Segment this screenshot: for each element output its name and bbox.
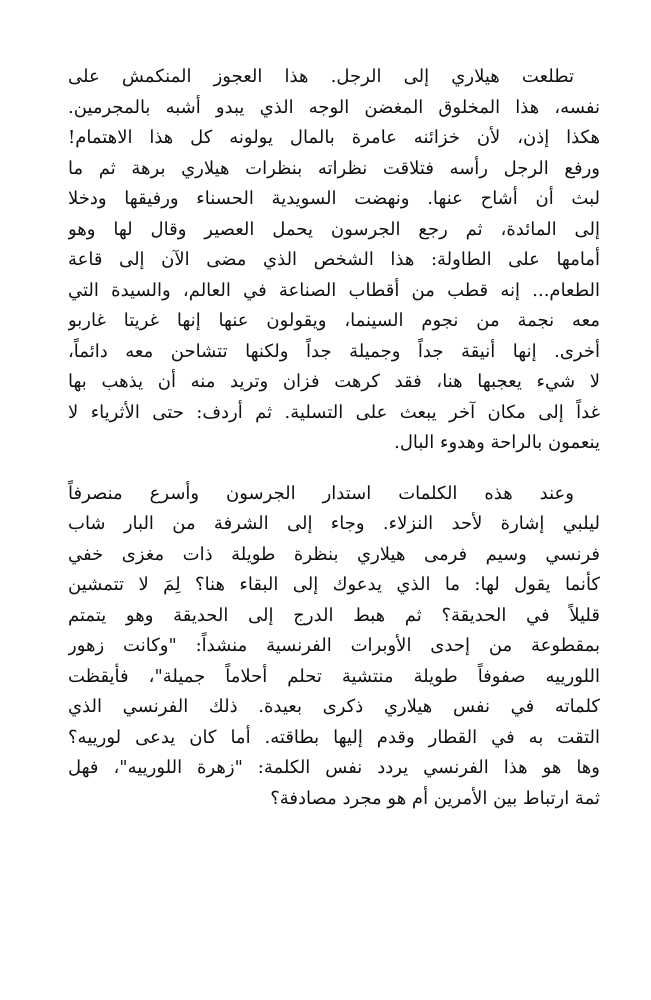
text-line: فرنسي وسيم فرمى هيلاري بنظرة طويلة ذات مغزى خفي xyxy=(68,543,600,565)
text-line: التقت به في القطار وقدم إليها بطاقته. أما كان يدعى لورييه؟ xyxy=(68,726,600,748)
text-line: ورفع الرجل رأسه فتلاقت نظراته بنظرات هيلاري برهة ثم ما xyxy=(68,157,600,179)
text-line: لا شيء يعجبها هنا، فقد كرهت فزان وتريد منه أن يذهب بها xyxy=(68,371,600,392)
text-line: وعند هذه الكلمات استدار الجرسون وأسرع منصرفاً xyxy=(68,482,574,504)
text-line: أخرى. إنها أنيقة جداً وجميلة جداً ولكنها تتشاحن معه دائماً، xyxy=(68,340,600,362)
text-line: كأنما يقول لها: ما الذي يدعوك إلى البقاء هنا؟ لِمَ لا تتمشين xyxy=(68,574,600,595)
text-line: وها هو هذا الفرنسي يردد نفس الكلمة: "زهرة اللورييه"، فهل xyxy=(68,757,600,778)
text-line: تطلعت هيلاري إلى الرجل. هذا العجوز المنكمش على xyxy=(68,66,574,87)
text-line: لبث أن أشاح عنها. ونهضت السويدية الحسناء ورفيقها ودخلا xyxy=(68,188,600,209)
paragraph-spacer xyxy=(68,459,600,479)
text-line: اللورييه صفوفاً طويلة منتشية تحلم أحلاماً جميلة"، فأيقظت xyxy=(68,665,600,687)
text-line: معه نجمة من نجوم السينما، ويقولون عنها إنها غريتا غاربو xyxy=(68,310,600,331)
text-line: هكذا إذن، لأن خزائنه عامرة بالمال يولونه كل هذا الاهتمام! xyxy=(68,127,600,148)
text-line: ثمة ارتباط بين الأمرين أم هو مجرد مصادفة؟ xyxy=(270,787,600,809)
text-line: إلى المائدة، ثم رجع الجرسون يحمل العصير وقال لها وهو xyxy=(68,218,600,240)
text-line: كلماته في نفس هيلاري ذكرى بعيدة. ذلك الفرنسي الذي xyxy=(68,696,600,717)
text-line: غداً إلى مكان آخر يبعث على التسلية. ثم أردف: حتى الأثرياء لا xyxy=(68,401,600,423)
text-line: نفسه، هذا المخلوق المغضن الوجه الذي يبدو أشبه بالمجرمين. xyxy=(68,96,600,118)
text-line: أمامها على الطاولة: هذا الشخص الذي مضى الآن إلى قاعة xyxy=(68,249,600,270)
paragraph-1 xyxy=(68,62,600,459)
text-line: قليلاً في الحديقة؟ ثم هبط الدرج إلى الحديقة وهو يتمتم xyxy=(68,604,600,626)
book-page xyxy=(68,62,600,814)
text-line: ليلبي إشارة لأحد النزلاء. وجاء إلى الشرفة من البار شاب xyxy=(68,513,600,534)
paragraph-2 xyxy=(68,479,600,815)
text-line: الطعام... إنه قطب من أقطاب الصناعة في العالم، والسيدة التي xyxy=(68,279,600,301)
text-line: بمقطوعة من إحدى الأوبرات الفرنسية منشداً: "وكانت زهور xyxy=(68,635,600,656)
text-line: ينعمون بالراحة وهدوء البال. xyxy=(394,432,600,453)
